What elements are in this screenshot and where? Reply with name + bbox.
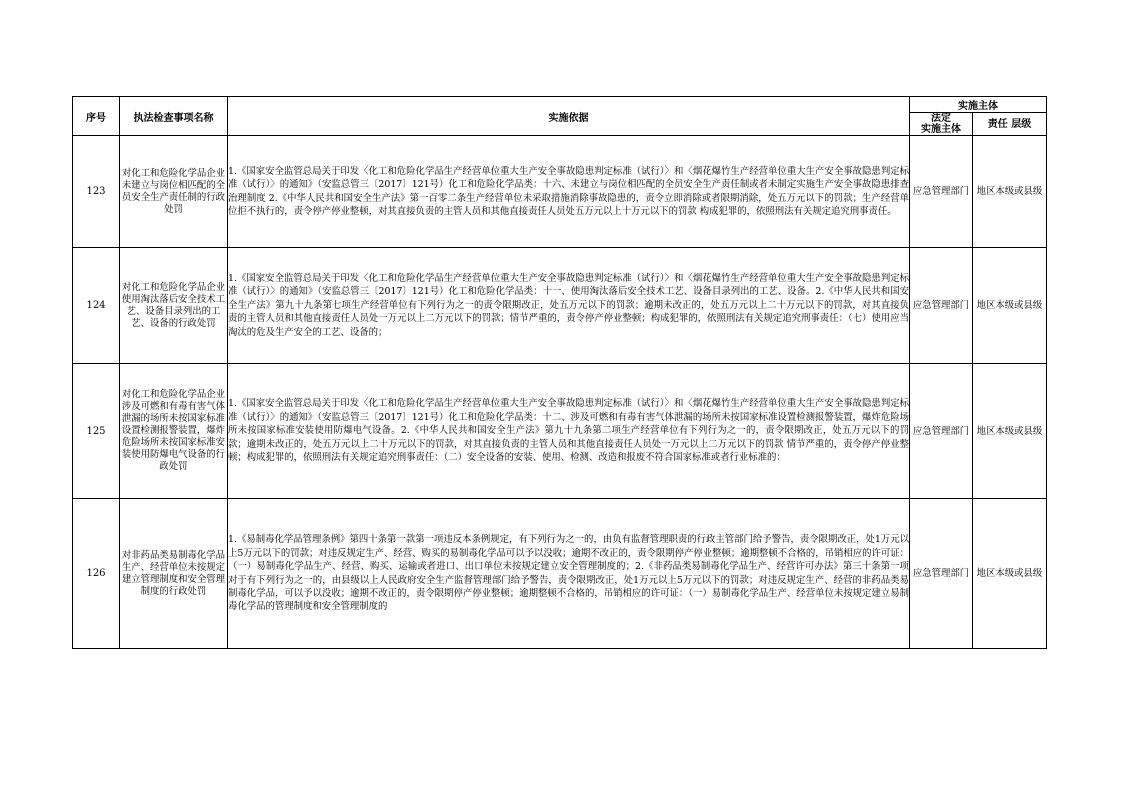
item-name: 对非药品类易制毒化学品生产、经营单位未按规定建立管理制度和安全管理制度的行政处罚: [120, 499, 228, 649]
table-row: [73, 248, 1047, 364]
row-number: 123: [73, 136, 120, 248]
header-row-top: [73, 97, 1047, 113]
header-basis: 实施依据: [228, 97, 910, 136]
header-seq: 序号: [73, 97, 120, 136]
legal-subject: 应急管理部门: [910, 364, 973, 499]
header-item-name: 执法检查事项名称: [120, 97, 228, 136]
responsibility-level: 地区本级或县级: [973, 364, 1047, 499]
item-name: 对化工和危险化学品企业未建立与岗位相匹配的全员安全生产责任制的行政处罚: [120, 136, 228, 248]
enforcement-table: [72, 96, 1047, 649]
header-level: 责任 层级: [973, 113, 1047, 136]
legal-subject: 应急管理部门: [910, 136, 973, 248]
responsibility-level: 地区本级或县级: [973, 499, 1047, 649]
table-row: [73, 136, 1047, 248]
legal-subject: 应急管理部门: [910, 499, 973, 649]
legal-subject: 应急管理部门: [910, 248, 973, 364]
table-row: [73, 364, 1047, 499]
row-number: 124: [73, 248, 120, 364]
table-row: [73, 499, 1047, 649]
basis-text: 1.《国家安全监管总局关于印发〈化工和危险化学品生产经营单位重大生产安全事故隐患判定标准（试行）〉和〈烟花爆竹生产经营单位重大生产安全事故隐患判定标准（试行）〉的通知》（安监总管三〔2017〕121号）化工和危险化学品类：十二、涉及可燃和有毒有害气体泄漏的场所未按国家标准设置检测报警装置，爆炸危险场所未按国家标准安装使用防爆电气设备。2.《中华人民共和国安全生产法》第九十九条第二项生产经营单位有下列行为之一的，责令限期改正，处五万元以下的罚款；逾期未改正的，处五万元以上二十万元以下的罚款，对其直接负责的主管人员和其他直接责任人员处一万元以上二万元以下的罚款 情节严重的，责令停产停业整顿；构成犯罪的，依照刑法有关规定追究刑事责任：（二）安全设备的安装、使用、检测、改造和报废不符合国家标准或者行业标准的：: [228, 364, 910, 499]
basis-text: 1.《易制毒化学品管理条例》第四十条第一款第一项违反本条例规定，有下列行为之一的，由负有监督管理职责的行政主管部门给予警告，责令限期改正，处1万元以上5万元以下的罚款；对违反规定生产、经营、购买的易制毒化学品可以予以没收；逾期不改正的，责令限期停产停业整顿；逾期整顿不合格的，吊销相应的许可证：（一）易制毒化学品生产、经营、购买、运输或者进口、出口单位未按规定建立安全管理制度的；2.《非药品类易制毒化学品生产、经营许可办法》第三十条第一项对于有下列行为之一的，由县级以上人民政府安全生产监督管理部门给予警告，责令限期改正，处1万元以上5万元以下的罚款；对违反规定生产、经营的非药品类易制毒化学品，可以予以没收；逾期不改正的，责令限期停产停业整顿；逾期整顿不合格的，吊销相应的许可证：（一）易制毒化学品生产、经营单位未按规定建立易制毒化学品的管理制度和安全管理制度的: [228, 499, 910, 649]
header-subject: 实施主体: [910, 97, 1047, 113]
basis-text: 1.《国家安全监管总局关于印发〈化工和危险化学品生产经营单位重大生产安全事故隐患判定标准（试行）〉和〈烟花爆竹生产经营单位重大生产安全事故隐患判定标准（试行）〉的通知》（安监总管三〔2017〕121号）化工和危险化学品类：十一、使用淘汰落后安全技术工艺、设备目录列出的工艺、设备。2.《中华人民共和国安全生产法》第九十九条第七项生产经营单位有下列行为之一的责令限期改正，处五万元以下的罚款；逾期未改正的，处五万元以上二十万元以下的罚款，对其直接负责的主管人员和其他直接责任人员处一万元以上二万元以下的罚款；情节严重的，责令停产停业整顿；构成犯罪的，依照刑法有关规定追究刑事责任：（七）使用应当淘汰的危及生产安全的工艺、设备的；: [228, 248, 910, 364]
row-number: 126: [73, 499, 120, 649]
row-number: 125: [73, 364, 120, 499]
item-name: 对化工和危险化学品企业使用淘汰落后安全技术工艺、设备目录列出的工艺、设备的行政处罚: [120, 248, 228, 364]
responsibility-level: 地区本级或县级: [973, 136, 1047, 248]
header-legal-subject: 法定 实施主体: [910, 113, 973, 136]
basis-text: 1.《国家安全监管总局关于印发〈化工和危险化学品生产经营单位重大生产安全事故隐患判定标准（试行）〉和〈烟花爆竹生产经营单位重大生产安全事故隐患判定标准（试行）〉的通知》（安监总管三〔2017〕121号）化工和危险化学品类：十六、未建立与岗位相匹配的全员安全生产责任制或者未制定实施生产安全事故隐患排查治理制度 2.《中华人民共和国安全生产法》第一百零二条生产经营单位未采取措施消除事故隐患的，责令立即消除或者限期消除，处五万元以下的罚款；生产经营单位拒不执行的，责令停产停业整顿，对其直接负责的主管人员和其他直接责任人员处五万元以上十万元以下的罚款 构成犯罪的，依照刑法有关规定追究刑事责任。: [228, 136, 910, 248]
item-name: 对化工和危险化学品企业涉及可燃和有毒有害气体泄漏的场所未按国家标准设置检测报警装置，爆炸危险场所未按国家标准安装使用防爆电气设备的行政处罚: [120, 364, 228, 499]
responsibility-level: 地区本级或县级: [973, 248, 1047, 364]
